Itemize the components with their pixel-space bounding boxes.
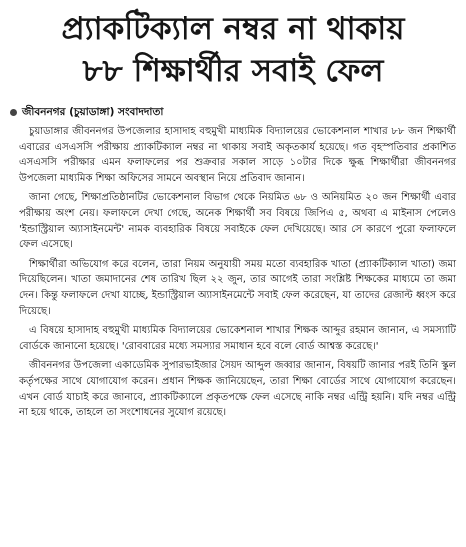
byline-text: জীবননগর (চুয়াডাঙ্গা) সংবাদদাতা (22, 106, 164, 118)
bullet-icon (10, 109, 17, 116)
headline-line-1: প্র্যাকটিক্যাল নম্বর না থাকায় (61, 11, 405, 47)
paragraph-4: এ বিষয়ে হাসাদাহ বহুমুখী মাধ্যমিক বিদ্যালয়ের ভোকেশনাল শাখার শিক্ষক আব্দুর রহমান জানান, এ সমস্যাটি বোর্ডকে জানানো হয়েছে। 'রোববারের মধ্যে সমস্যার সমাধান হবে বলে বোর্ড আশ্বস্ত করেছে।' (19, 325, 456, 352)
paragraph-5: জীবননগর উপজেলা একাডেমিক সুপারভাইজার সৈয়দ আব্দুল জব্বার জানান, বিষয়টি জানার পরই তিনি স্কুল কর্তৃপক্ষের সাথে যোগাযোগ করেন। প্রধান শিক্ষক জানিয়েছেন, তারা শিক্ষা বোর্ডের সাথে যোগাযোগ করেছেন। এখন বোর্ড যাচাই করে জানাবে, প্র্যাকটিক্যালে প্রকৃতপক্ষে ফেল এসেছে নাকি নম্বর এন্ট্রি হয়নি। যদি নম্বর এন্ট্রি না হয়ে থাকে, তাহলে তা সংশোধনের সুযোগ রয়েছে। (19, 360, 456, 419)
paragraph-1: চুয়াডাঙ্গার জীবননগর উপজেলার হাসাদাহ বহুমুখী মাধ্যমিক বিদ্যালয়ের ভোকেশনাল শাখার ৮৮ জন শিক্ষার্থী এবারের এসএসসি পরীক্ষায় প্র্যাকটিক্যাল নম্বর না থাকায় সবাই অকৃতকার্য হয়েছে। গত বৃহস্পতিবার প্রকাশিত এসএসসি পরীক্ষার এমন ফলাফলের পর শুক্রবার সকাল সাড়ে ১০টার দিকে ক্ষুব্ধ শিক্ষার্থীরা জীবননগর উপজেলা মাধ্যমিক শিক্ষা অফিসের সামনে অবস্থান নিয়ে প্রতিবাদ জানান। (19, 126, 456, 184)
byline (10, 104, 460, 120)
article-body (19, 124, 456, 425)
paragraph-2: জানা গেছে, শিক্ষাপ্রতিষ্ঠানটির ভোকেশনাল বিভাগ থেকে নিয়মিত ৬৮ ও অনিয়মিত ২০ জন শিক্ষার্থী এবার পরীক্ষায় অংশ নেয়। ফলাফলে দেখা গেছে, অনেক শিক্ষার্থী সব বিষয়ে জিপিএ ৫, অথবা এ মাইনাস পেলেও 'ইন্ডাস্ট্রিয়াল অ্যাসাইনমেন্ট' নামক ব্যবহারিক বিষয়ে সবাইকে ফেল দেখিয়েছে। আর সে কারণে পুরো ফলাফলে ফেল এসেছে। (19, 192, 456, 251)
paragraph-3: শিক্ষার্থীরা অভিযোগ করে বলেন, তারা নিয়ম অনুযায়ী সময় মতো ব্যবহারিক খাতা (প্র্যাকটিক্যাল খাতা) জমা দিয়েছিলেন। খাতা জমাদানের শেষ তারিখ ছিল ২২ জুন, তার আগেই তারা সংশ্লিষ্ট শিক্ষকের মাধ্যমে তা জমা দেন। কিন্তু ফলাফলে দেখা যাচ্ছে, ইন্ডাস্ট্রিয়াল অ্যাসাইনমেন্টে সবাই ফেল করেছেন, যা তাদের রেজাল্ট ধ্বংস করে দিয়েছে। (19, 258, 456, 317)
headline-line-2: ৮৮ শিক্ষার্থীর সবাই ফেল (82, 53, 384, 89)
